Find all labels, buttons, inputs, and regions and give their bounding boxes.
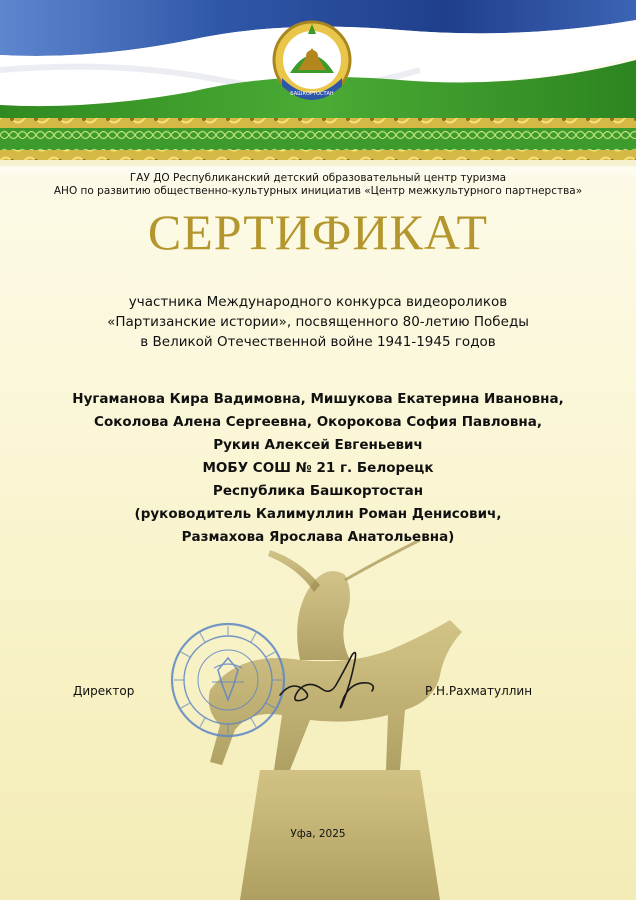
supervisor-line-2: Размахова Ярослава Анатольевна) <box>181 529 455 545</box>
intro-line-3: в Великой Отечественной войне 1941-1945 годов <box>140 334 496 350</box>
place-date: Уфа, 2025 <box>290 828 346 840</box>
certificate-title: СЕРТИФИКАТ <box>147 204 489 260</box>
recipients-line-3: Рукин Алексей Евгеньевич <box>213 437 423 453</box>
official-seal-icon <box>168 620 288 740</box>
recipients-line-1: Нугаманова Кира Вадимовна, Мишукова Екатерина Ивановна, <box>72 391 564 407</box>
bashkortostan-emblem-icon <box>270 18 354 106</box>
recipients-line-2: Соколова Алена Сергеевна, Окорокова София Павловна, <box>94 414 542 430</box>
signatory-role: Директор <box>73 684 135 698</box>
svg-text:БАШКОРТОСТАН: БАШКОРТОСТАН <box>290 91 334 97</box>
issuer-line-2: АНО по развитию общественно-культурных инициатив «Центр межкультурного партнерства» <box>53 185 583 197</box>
recipients-block <box>0 388 636 549</box>
region-name: Республика Башкортостан <box>212 483 424 499</box>
intro-line-2: «Партизанские истории», посвященного 80-летию Победы <box>107 314 529 330</box>
intro-text <box>0 292 636 352</box>
intro-line-1: участника Международного конкурса видеороликов <box>128 294 508 310</box>
director-signature-icon <box>272 645 382 715</box>
signatory-name: Р.Н.Рахматуллин <box>425 684 533 698</box>
supervisor-line-1: (руководитель Калимуллин Роман Денисович, <box>134 506 502 522</box>
issuer-line-1: ГАУ ДО Республиканский детский образовательный центр туризма <box>129 172 507 184</box>
school-name: МОБУ СОШ № 21 г. Белорецк <box>202 460 434 476</box>
